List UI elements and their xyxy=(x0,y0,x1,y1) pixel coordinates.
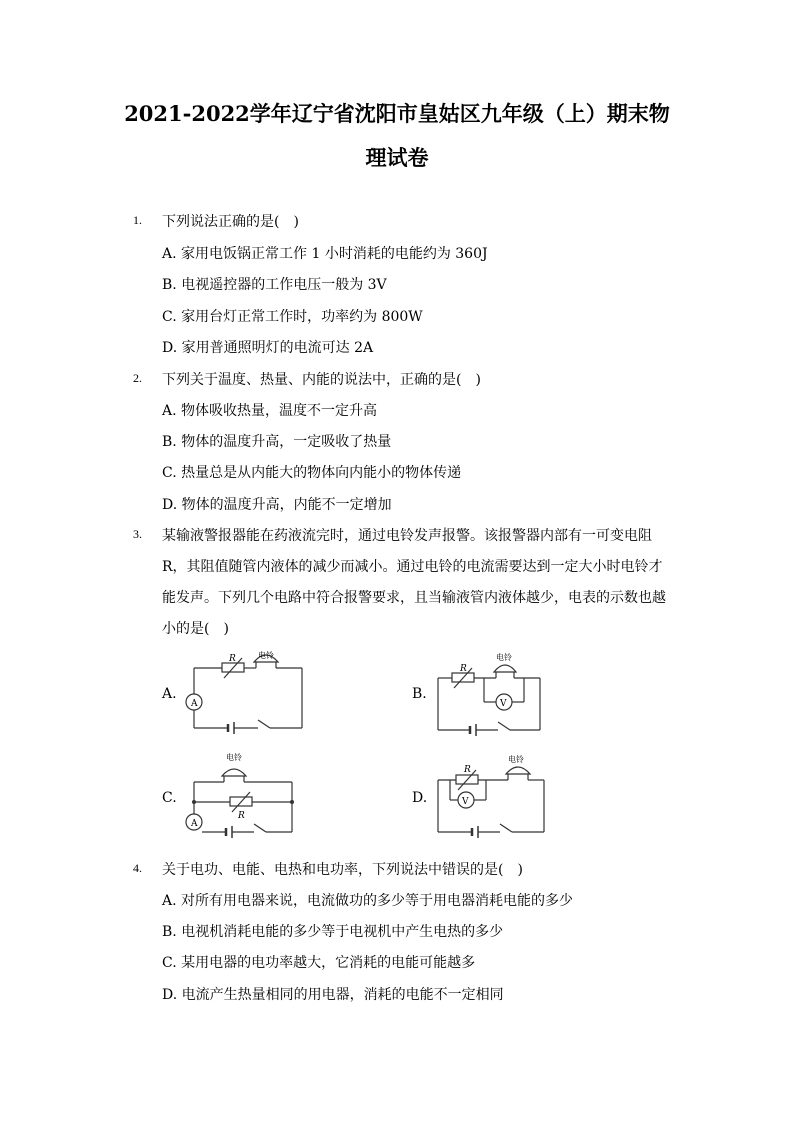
question-3-option-a-label[interactable]: A. xyxy=(162,686,177,702)
question-3-number: 3. xyxy=(133,527,142,541)
question-1-number: 1. xyxy=(133,213,142,227)
question-4-option-b[interactable]: B. 电视机消耗电能的多少等于电视机中产生电热的多少 xyxy=(162,924,504,940)
bell-label: 电铃 xyxy=(508,755,524,764)
question-3-stem-line4: 小的是( ) xyxy=(162,621,229,637)
circuit-diagram-c[interactable] xyxy=(180,752,300,840)
question-1-option-a[interactable]: A. 家用电饭锅正常工作 1 小时消耗的电能约为 360J xyxy=(162,246,488,262)
question-2-number: 2. xyxy=(133,371,142,385)
circuit-diagram-d[interactable] xyxy=(432,754,552,840)
ammeter-label: A xyxy=(191,819,198,829)
question-2-stem: 下列关于温度、热量、内能的说法中，正确的是( ) xyxy=(162,372,481,388)
ammeter-label: A xyxy=(191,699,198,709)
bell-label: 电铃 xyxy=(258,651,274,660)
question-1-stem: 下列说法正确的是( ) xyxy=(162,214,299,230)
question-1-option-d[interactable]: D. 家用普通照明灯的电流可达 2A xyxy=(162,340,374,356)
circuit-diagram-a[interactable] xyxy=(184,650,314,740)
question-3-option-c-label[interactable]: C. xyxy=(162,790,177,806)
bell-icon xyxy=(494,665,516,672)
page-title-line1: 2021-2022学年辽宁省沈阳市皇姑区九年级（上）期末物 xyxy=(124,101,670,126)
bell-icon xyxy=(506,767,530,774)
question-3-stem-line2: R，其阻值随管内液体的减少而减小。通过电铃的电流需要达到一定大小时电铃才 xyxy=(162,559,663,575)
question-1-option-c[interactable]: C. 家用台灯正常工作时，功率约为 800W xyxy=(162,309,423,325)
question-2-option-c[interactable]: C. 热量总是从内能大的物体向内能小的物体传递 xyxy=(162,465,462,481)
question-3-option-d-label[interactable]: D. xyxy=(412,790,428,806)
bell-icon xyxy=(222,769,246,776)
question-3-option-b-label[interactable]: B. xyxy=(412,686,427,702)
question-4-option-d[interactable]: D. 电流产生热量相同的用电器，消耗的电能不一定相同 xyxy=(162,987,504,1003)
question-4-stem: 关于电功、电能、电热和电功率，下列说法中错误的是( ) xyxy=(162,862,523,878)
resistor-label: R xyxy=(229,654,236,664)
resistor-label: R xyxy=(460,664,467,674)
question-3-stem-line1: 某输液警报器能在药液流完时，通过电铃发声报警。该报警器内部有一可变电阻 xyxy=(162,528,652,544)
page-title-line2: 理试卷 xyxy=(365,145,429,170)
question-2-option-b[interactable]: B. 物体的温度升高，一定吸收了热量 xyxy=(162,434,392,450)
bell-label: 电铃 xyxy=(226,753,242,762)
question-2-option-d[interactable]: D. 物体的温度升高，内能不一定增加 xyxy=(162,497,392,513)
resistor-label: R xyxy=(464,765,471,775)
question-1-option-b[interactable]: B. 电视遥控器的工作电压一般为 3V xyxy=(162,277,387,293)
question-3-stem-line3: 能发声。下列几个电路中符合报警要求，且当输液管内液体越少，电表的示数也越 xyxy=(162,590,666,606)
resistor-label: R xyxy=(238,811,245,821)
question-4-number: 4. xyxy=(133,861,142,875)
question-2-option-a[interactable]: A. 物体吸收热量，温度不一定升高 xyxy=(162,403,378,419)
question-4-option-c[interactable]: C. 某用电器的电功率越大，它消耗的电能可能越多 xyxy=(162,955,476,971)
circuit-diagram-b[interactable] xyxy=(432,650,552,740)
voltmeter-label: V xyxy=(462,797,469,807)
question-4-option-a[interactable]: A. 对所有用电器来说，电流做功的多少等于用电器消耗电能的多少 xyxy=(162,893,574,909)
voltmeter-label: V xyxy=(500,699,507,709)
bell-label: 电铃 xyxy=(496,653,512,662)
